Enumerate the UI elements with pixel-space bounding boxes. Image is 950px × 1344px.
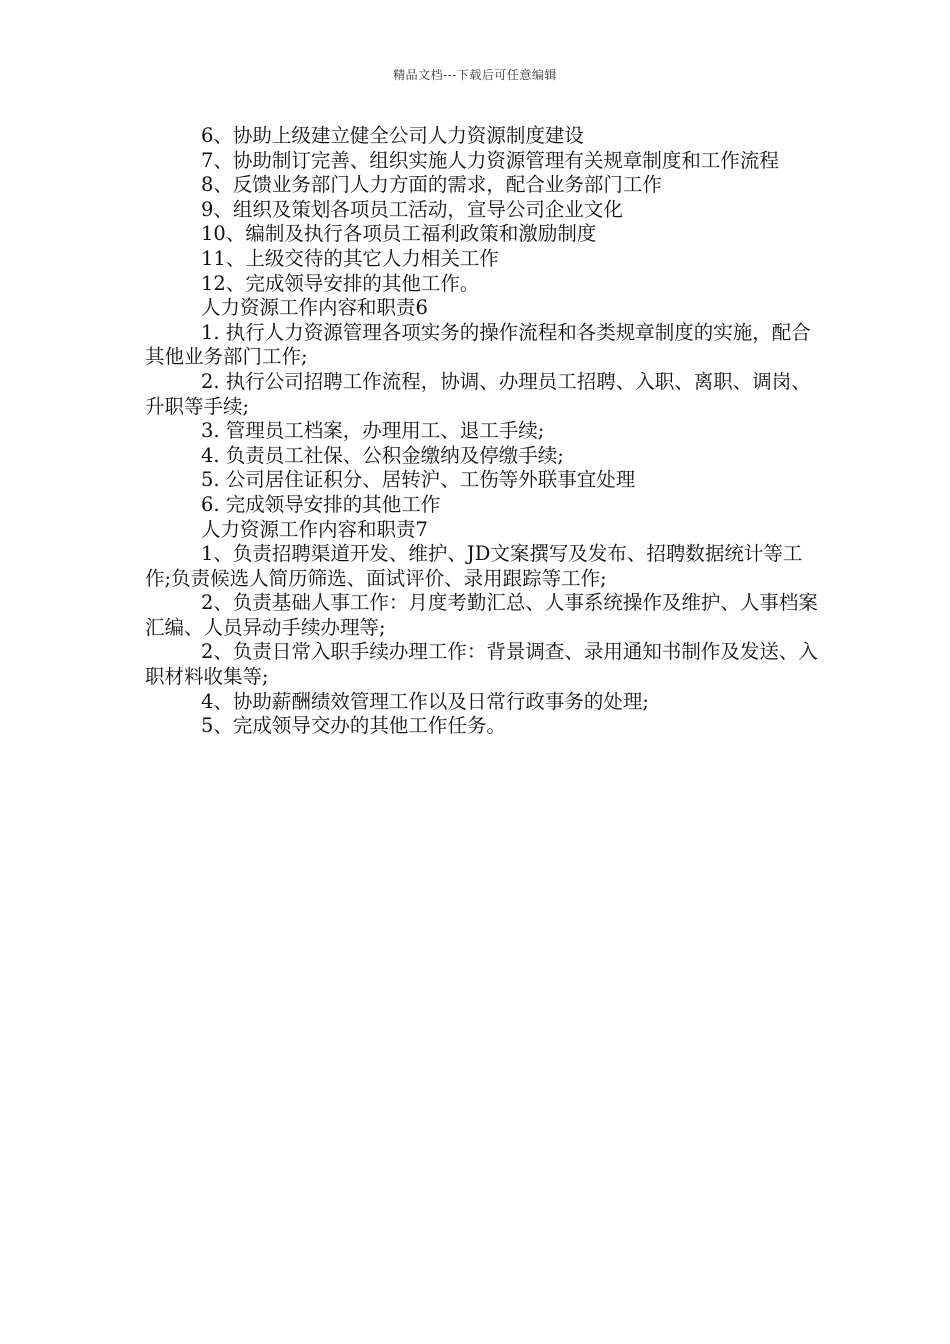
paragraph: 4. 负责员工社保、公积金缴纳及停缴手续;	[201, 443, 564, 467]
paragraph: 1、负责招聘渠道开发、维护、JD文案撰写及发布、招聘数据统计等工作;负责候选人简历筛选、面试评价、录用跟踪等工作;	[145, 542, 803, 590]
paragraph: 9、组织及策划各项员工活动，宣导公司企业文化	[201, 197, 623, 221]
paragraph: 8、反馈业务部门人力方面的需求，配合业务部门工作	[201, 173, 662, 197]
paragraph: 2、负责基础人事工作：月度考勤汇总、人事系统操作及维护、人事档案汇编、人员异动手续办理等;	[145, 591, 818, 639]
paragraph: 6. 完成领导安排的其他工作	[201, 492, 441, 516]
section-heading: 人力资源工作内容和职责6	[201, 296, 428, 320]
paragraph: 6、协助上级建立健全公司人力资源制度建设	[201, 124, 584, 147]
section-heading: 人力资源工作内容和职责7	[201, 517, 428, 541]
paragraph: 2. 执行公司招聘工作流程，协调、办理员工招聘、入职、离职、调岗、升职等手续;	[145, 369, 811, 418]
paragraph: 3. 管理员工档案，办理用工、退工手续;	[201, 419, 545, 443]
paragraph: 2、负责日常入职手续办理工作：背景调查、录用通知书制作及发送、入职材料收集等;	[145, 640, 818, 689]
paragraph: 12、完成领导安排的其他工作。	[201, 271, 480, 295]
paragraph: 5. 公司居住证积分、居转沪、工伤等外联事宜处理	[201, 468, 636, 492]
paragraph: 5、完成领导交办的其他工作任务。	[201, 714, 506, 738]
paragraph: 7、协助制订完善、组织实施人力资源管理有关规章制度和工作流程	[201, 148, 779, 172]
paragraph: 4、协助薪酬绩效管理工作以及日常行政事务的处理;	[201, 689, 649, 713]
page-header: 精品文档---下载后可任意编辑	[393, 68, 557, 82]
document-body	[145, 124, 825, 739]
paragraph: 10、编制及执行各项员工福利政策和激励制度	[201, 222, 597, 246]
paragraph: 1. 执行人力资源管理各项实务的操作流程和各类规章制度的实施，配合其他业务部门工作;	[145, 320, 811, 369]
paragraph: 11、上级交待的其它人力相关工作	[201, 246, 499, 270]
